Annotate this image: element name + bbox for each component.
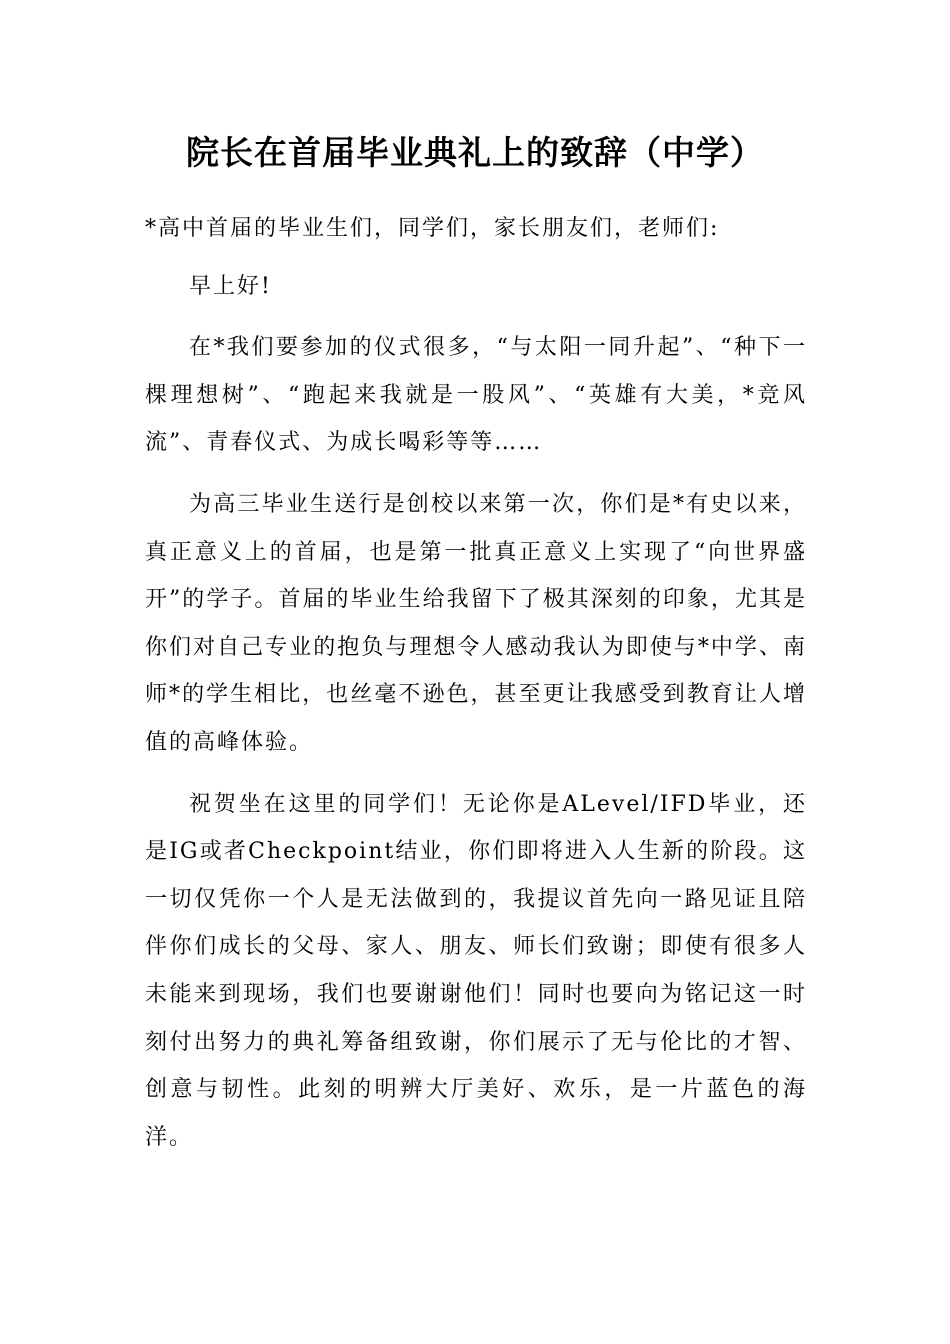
paragraph-congratulations: 祝贺坐在这里的同学们！无论你是ALevel/IFD毕业，还是IG或者Checkpoint结业，你们即将进入人生新的阶段。这一切仅凭你一个人是无法做到的，我提议首先向一路见证且陪伴你们成长的父母、家人、朋友、师长们致谢；即使有很多人未能来到现场，我们也要谢谢他们！同时也要向为铭记这一时刻付出努力的典礼筹备组致谢，你们展示了无与伦比的才智、创意与韧性。此刻的明辨大厅美好、欢乐，是一片蓝色的海洋。 bbox=[145, 791, 807, 1150]
salutation-paragraph: *高中首届的毕业生们，同学们，家长朋友们，老师们: bbox=[145, 216, 720, 241]
paragraph-first-graduates: 为高三毕业生送行是创校以来第一次，你们是*有史以来，真正意义上的首届，也是第一批真正意义上实现了“向世界盛开”的学子。首届的毕业生给我留下了极其深刻的印象，尤其是你们对自己专业的抱负与理想令人感动我认为即使与*中学、南师*的学生相比，也丝毫不逊色，甚至更让我感受到教育让人增值的高峰体验。 bbox=[145, 491, 807, 755]
paragraph-greeting: 早上好! bbox=[189, 273, 272, 299]
document-title: 院长在首届毕业典礼上的致辞（中学） bbox=[186, 133, 764, 172]
paragraph-ceremonies: 在*我们要参加的仪式很多，“与太阳一同升起”、“种下一棵理想树”、“跑起来我就是一股风”、“英雄有大美，*竞风流”、青春仪式、为成长喝彩等等…… bbox=[145, 335, 807, 456]
document-body bbox=[145, 205, 807, 1175]
